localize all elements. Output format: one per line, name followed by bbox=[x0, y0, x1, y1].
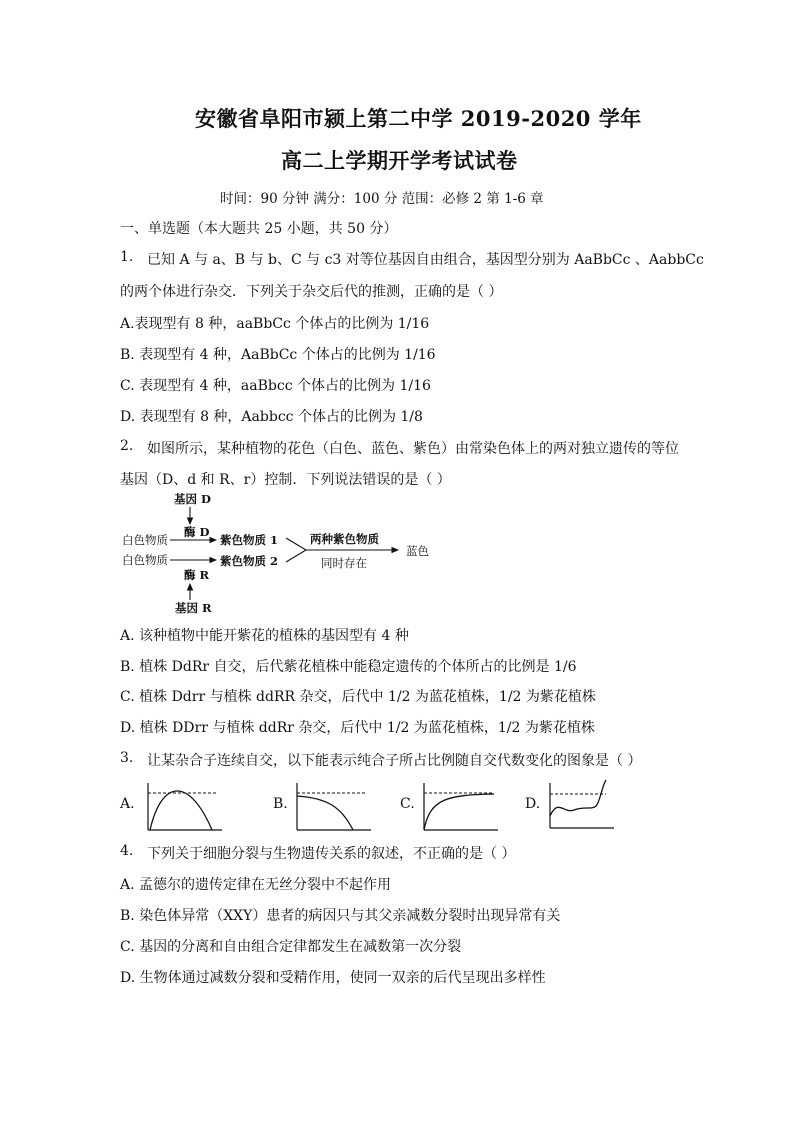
question-2-option-c: C. 植株 Ddrr 与植株 ddRR 杂交，后代中 1/2 为蓝花植株，1/2 为紫花植株 bbox=[120, 689, 596, 705]
question-1-option-b: B. 表现型有 4 种，AaBbCc 个体占的比例为 1/16 bbox=[120, 347, 436, 363]
combine-bottom-label: 同时存在 bbox=[321, 556, 367, 570]
question-1-option-c: C. 表现型有 4 种，aaBbcc 个体占的比例为 1/16 bbox=[120, 378, 431, 394]
graph-a-curve bbox=[150, 791, 212, 830]
section-heading: 一、单选题（本大题共 25 小题，共 50 分） bbox=[120, 221, 398, 237]
exam-info: 时间：90 分钟 满分：100 分 范围：必修 2 第 1-6 章 bbox=[220, 191, 544, 207]
question-1-stem-line1: 已知 A 与 a、B 与 b、C 与 c3 对等位基因自由组合，基因型分别为 AaBbCc 、AabbCc bbox=[147, 252, 704, 268]
graph-b-label: B. bbox=[273, 796, 288, 812]
document-title-line1: 安徽省阜阳市颍上第二中学 2019-2020 学年 bbox=[195, 106, 642, 131]
result-label: 蓝色 bbox=[406, 544, 429, 558]
question-2-option-d: D. 植株 DDrr 与植株 ddRr 杂交，后代中 1/2 为蓝花植株，1/2 为紫花植株 bbox=[120, 720, 595, 736]
graph-c-label: C. bbox=[400, 796, 415, 812]
question-2-number: 2. bbox=[120, 438, 134, 454]
question-4-option-a: A. 孟德尔的遗传定律在无丝分裂中不起作用 bbox=[120, 877, 392, 893]
graph-d-label: D. bbox=[525, 796, 541, 812]
question-1-option-d: D. 表现型有 8 种，Aabbcc 个体占的比例为 1/8 bbox=[120, 409, 423, 425]
document-title-line2: 高二上学期开学考试试卷 bbox=[281, 148, 518, 173]
question-4-stem-line1: 下列关于细胞分裂与生物遗传关系的叙述，不正确的是（ ） bbox=[147, 846, 516, 862]
graph-a-label: A. bbox=[120, 796, 135, 812]
pathway-diagram bbox=[118, 488, 448, 616]
purple-substance-1-label: 紫色物质 1 bbox=[220, 533, 279, 547]
combine-top-label: 两种紫色物质 bbox=[310, 532, 379, 546]
graph-b bbox=[291, 780, 375, 834]
purple-substance-2-label: 紫色物质 2 bbox=[220, 554, 279, 568]
question-4-option-c: C. 基因的分离和自由组合定律都发生在减数第一次分裂 bbox=[120, 939, 462, 955]
question-2-stem-line2: 基因（D、d 和 R、r）控制．下列说法错误的是（ ） bbox=[120, 472, 451, 488]
question-2-option-a: A. 该种植物中能开紫花的植株的基因型有 4 种 bbox=[120, 628, 409, 644]
graph-c-curve bbox=[424, 794, 494, 830]
graph-d bbox=[544, 778, 616, 834]
question-4-option-b: B. 染色体异常（XXY）患者的病因只与其父亲减数分裂时出现异常有关 bbox=[120, 908, 561, 924]
graph-d-curve bbox=[550, 780, 606, 816]
question-1-number: 1. bbox=[120, 249, 134, 265]
graph-b-curve bbox=[297, 796, 353, 830]
question-3-number: 3. bbox=[120, 750, 134, 766]
question-2-option-b: B. 植株 DdRr 自交，后代紫花植株中能稳定遗传的个体所占的比例是 1/6 bbox=[120, 659, 577, 675]
question-2-stem-line1: 如图所示，某种植物的花色（白色、蓝色、紫色）由常染色体上的两对独立遗传的等位 bbox=[147, 441, 679, 457]
graph-c bbox=[418, 780, 502, 834]
question-4-number: 4. bbox=[120, 843, 134, 859]
white-substance-2-label: 白色物质 bbox=[122, 553, 168, 567]
gene-r-label: 基因 R bbox=[175, 601, 212, 615]
white-substance-1-label: 白色物质 bbox=[122, 533, 168, 547]
question-1-option-a: A.表现型有 8 种，aaBbCc 个体占的比例为 1/16 bbox=[120, 316, 430, 332]
enzyme-d-label: 酶 D bbox=[184, 525, 210, 539]
question-1-stem-line2: 的两个体进行杂交．下列关于杂交后代的推测，正确的是（ ） bbox=[120, 284, 503, 300]
enzyme-r-label: 酶 R bbox=[184, 568, 210, 582]
question-3-stem-line1: 让某杂合子连续自交，以下能表示纯合子所占比例随自交代数变化的图象是（ ） bbox=[147, 753, 642, 769]
converging-bracket bbox=[286, 538, 306, 562]
graph-a bbox=[140, 780, 224, 834]
gene-d-label: 基因 D bbox=[174, 492, 211, 506]
question-4-option-d: D. 生物体通过减数分裂和受精作用，使同一双亲的后代呈现出多样性 bbox=[120, 970, 546, 986]
